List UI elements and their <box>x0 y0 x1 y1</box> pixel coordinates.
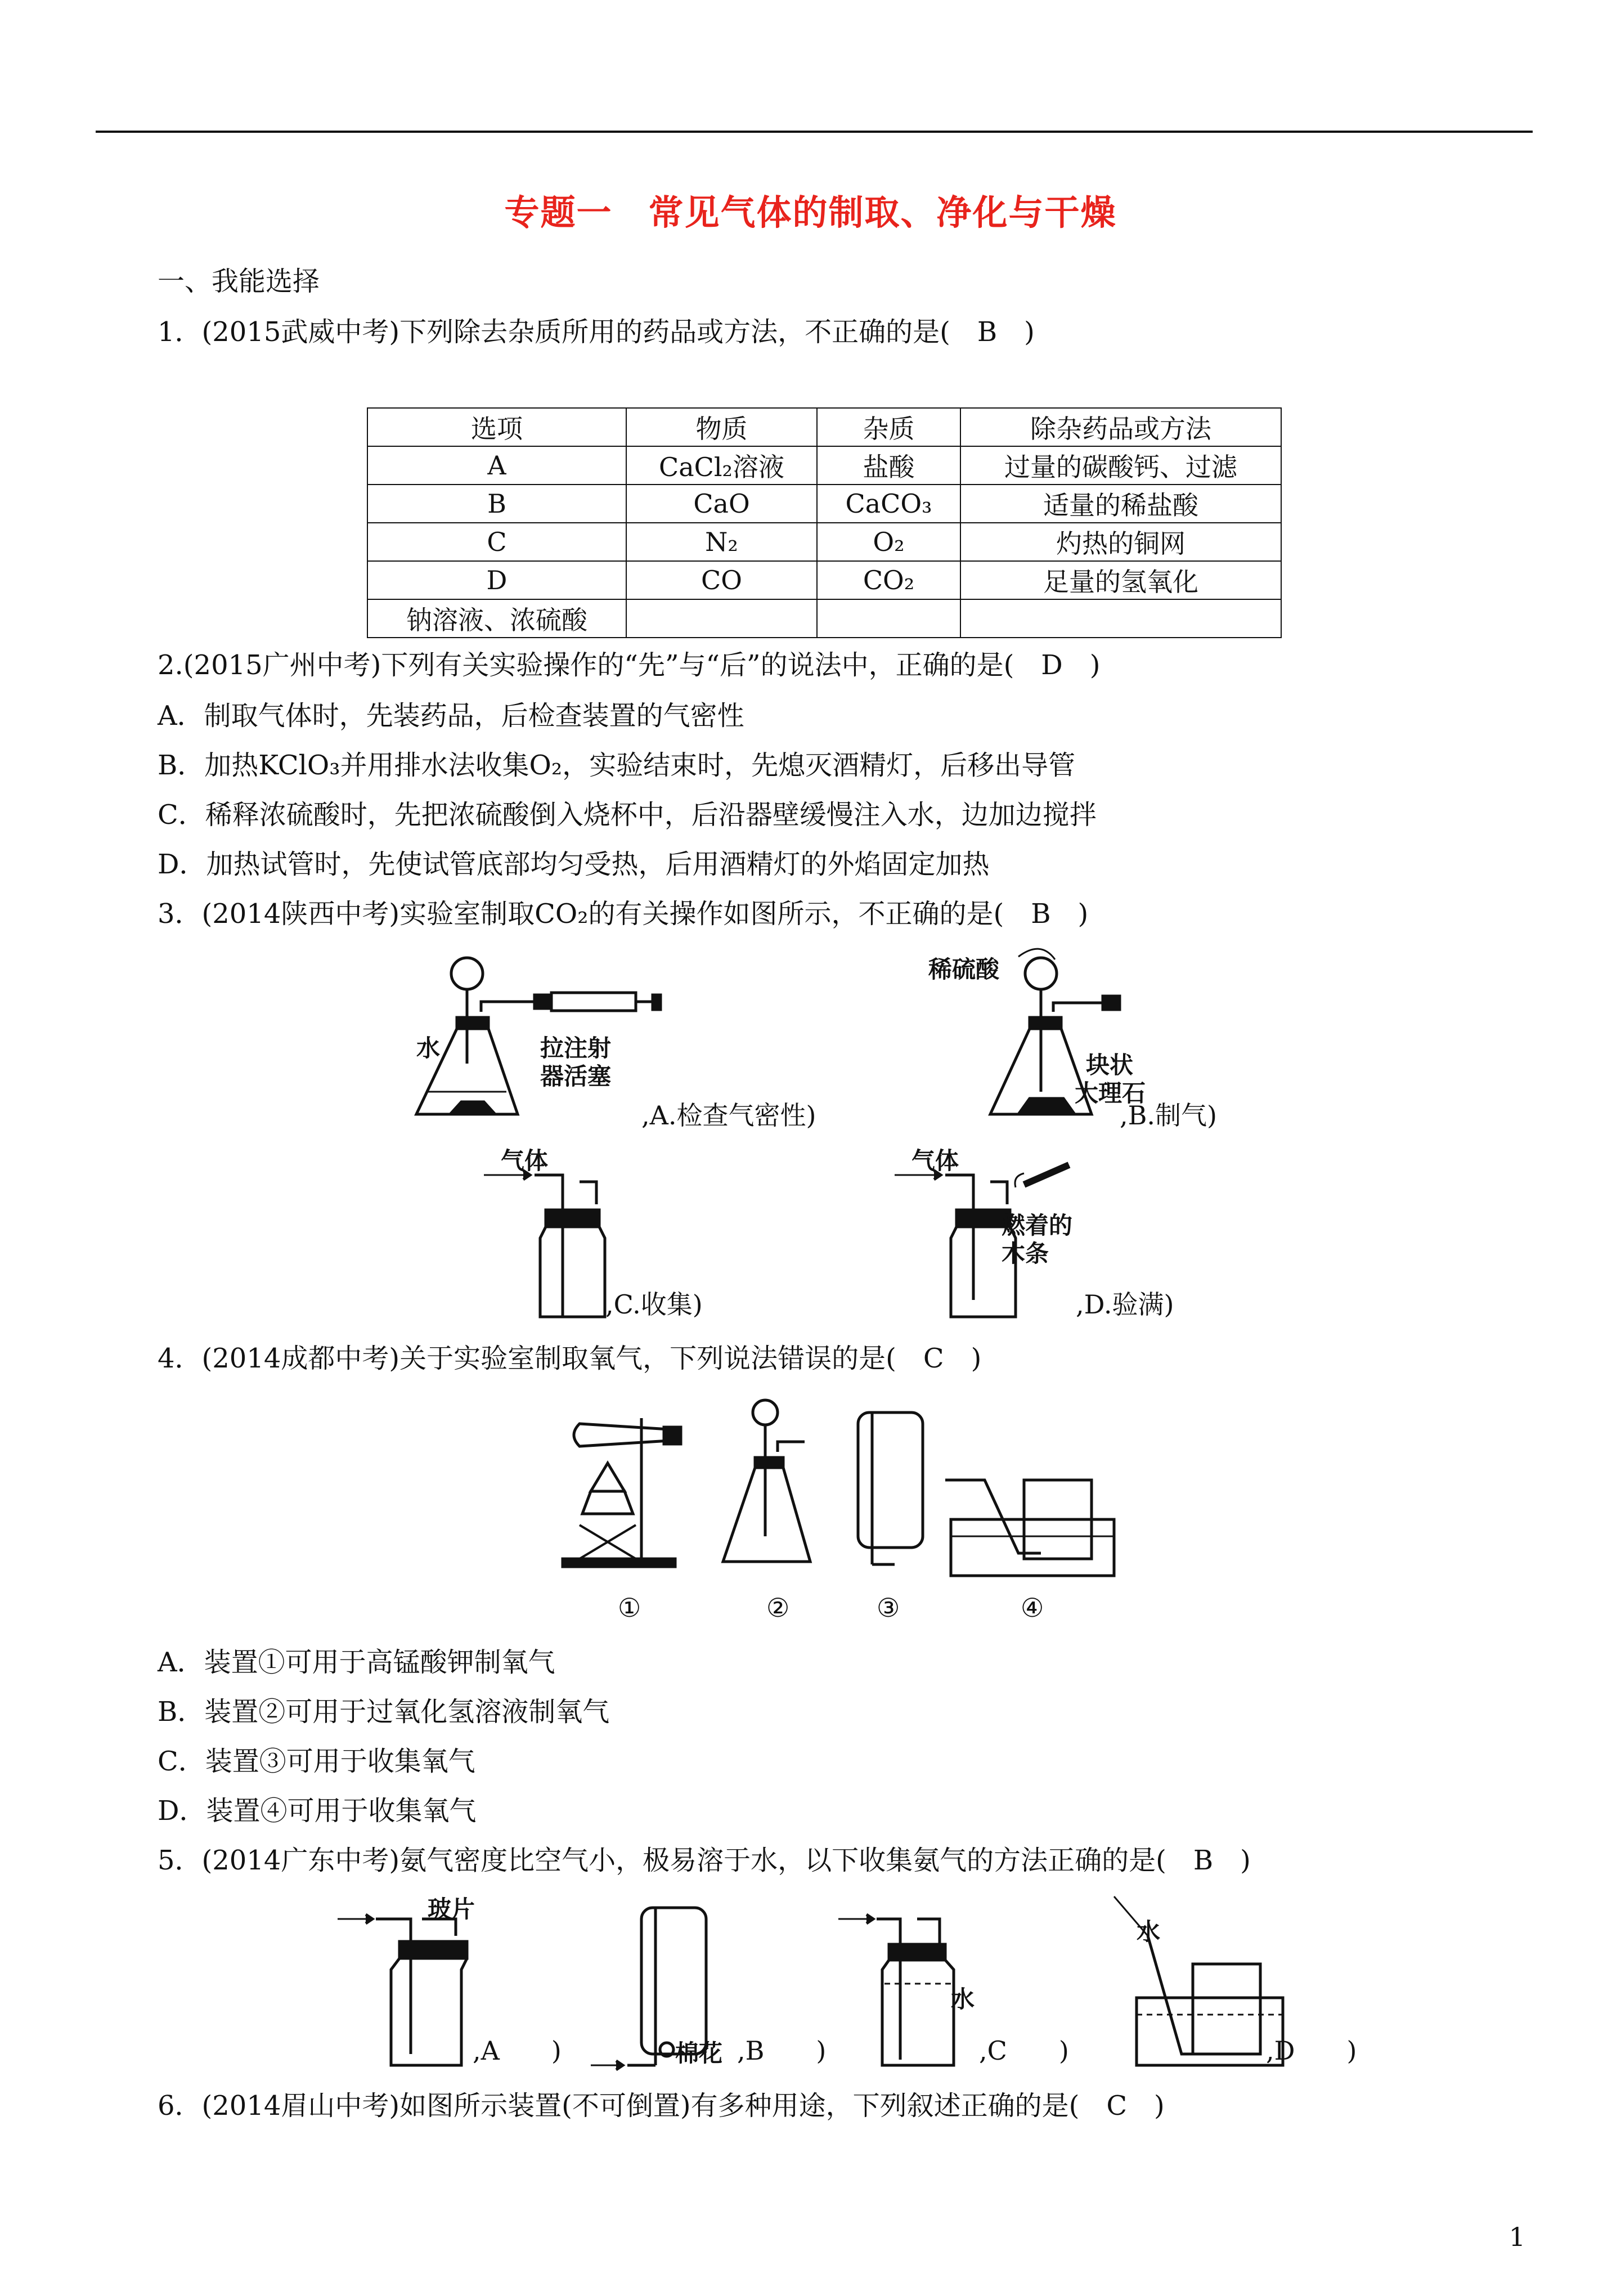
label-syringe-2: 器活塞 <box>540 1062 612 1090</box>
q4-marker-4: ④ <box>1021 1593 1044 1623</box>
q4-option-a: A．装置①可用于高锰酸钾制氧气 <box>158 1647 555 1678</box>
q1-stem: 1．(2015武威中考)下列除去杂质所用的药品或方法，不正确的是( B ) <box>158 316 1035 348</box>
table-cell: 足量的氢氧化 <box>960 561 1281 599</box>
table-cell: B <box>367 485 626 523</box>
section-heading: 一、我能选择 <box>158 266 320 297</box>
page-title: 专题一 常见气体的制取、净化与干燥 <box>504 192 1117 233</box>
header-rule <box>96 131 1533 133</box>
table-cell <box>817 599 960 638</box>
q3-caption-a: ,A.检查气密性) <box>641 1100 816 1131</box>
q2-option-d: D．加热试管时，先使试管底部均匀受热，后用酒精灯的外焰固定加热 <box>158 849 990 880</box>
label-water-d: 水 <box>1137 1918 1161 1945</box>
q3-caption-b: ,B.制气) <box>1120 1100 1217 1131</box>
table-cell: 过量的碳酸钙、过滤 <box>960 446 1281 485</box>
table-cell: 灼热的铜网 <box>960 523 1281 561</box>
table-cell: C <box>367 523 626 561</box>
table-cell: 适量的稀盐酸 <box>960 485 1281 523</box>
table-cell: O₂ <box>817 523 960 561</box>
table-row <box>367 561 1281 599</box>
table-cell: 钠溶液、浓硫酸 <box>367 599 626 638</box>
table-cell: 盐酸 <box>817 446 960 485</box>
q5-stem: 5．(2014广东中考)氨气密度比空气小，极易溶于水，以下收集氨气的方法正确的是( B ) <box>158 1845 1251 1876</box>
q3-caption-d: ,D.验满) <box>1076 1289 1174 1320</box>
table-cell <box>626 599 817 638</box>
q5-caption-b: ,B ) <box>737 2035 827 2066</box>
label-acid: 稀硫酸 <box>928 956 1000 983</box>
table-cell: CaCl₂溶液 <box>626 446 817 485</box>
q5-caption-d: ,D ) <box>1266 2035 1357 2066</box>
q4-option-c: C．装置③可用于收集氧气 <box>158 1746 475 1777</box>
table-cell: A <box>367 446 626 485</box>
table-row <box>367 485 1281 523</box>
table-cell: N₂ <box>626 523 817 561</box>
q2-option-c: C．稀释浓硫酸时，先把浓硫酸倒入烧杯中，后沿器壁缓慢注入水，边加边搅拌 <box>158 799 1097 831</box>
q4-marker-2: ② <box>766 1593 790 1623</box>
q5-caption-c: ,C ) <box>979 2035 1069 2066</box>
q3-stem: 3．(2014陕西中考)实验室制取CO₂的有关操作如图所示，不正确的是( B ) <box>158 898 1089 930</box>
table-cell: 选项 <box>367 408 626 446</box>
q3-caption-c: ,C.收集) <box>605 1289 703 1320</box>
label-solid-1: 块状 <box>1086 1051 1134 1079</box>
label-syringe-1: 拉注射 <box>540 1034 612 1062</box>
label-water-c: 水 <box>951 1985 975 2013</box>
q4-apparatus-row <box>557 1396 1108 1587</box>
q6-stem: 6．(2014眉山中考)如图所示装置(不可倒置)有多种用途，下列叙述正确的是( C ) <box>158 2090 1165 2122</box>
label-stick-1: 燃着的 <box>1002 1212 1073 1239</box>
label-gas-d: 气体 <box>911 1147 959 1174</box>
table-cell: 杂质 <box>817 408 960 446</box>
table-row <box>367 599 1281 638</box>
q3-apparatus-a <box>405 951 664 1137</box>
q4-option-d: D．装置④可用于收集氧气 <box>158 1795 477 1827</box>
q5-caption-a: ,A ) <box>473 2035 562 2066</box>
table-row <box>367 446 1281 485</box>
label-glass: 玻片 <box>428 1895 475 1923</box>
table-cell <box>960 599 1281 638</box>
label-cotton: 棉花 <box>675 2039 723 2067</box>
q2-option-b: B．加热KClO₃并用排水法收集O₂，实验结束时，先熄灭酒精灯，后移出导管 <box>158 750 1076 781</box>
q4-marker-1: ① <box>618 1593 641 1623</box>
page-number: 1 <box>1508 2222 1525 2252</box>
q2-stem: 2.(2015广州中考)下列有关实验操作的“先”与“后”的说法中，正确的是( D ) <box>158 649 1101 681</box>
label-stick-2: 木条 <box>1002 1240 1049 1267</box>
table-cell: CO₂ <box>817 561 960 599</box>
table-cell: 除杂药品或方法 <box>960 408 1281 446</box>
table-row <box>367 523 1281 561</box>
label-solid-2: 大理石 <box>1075 1079 1146 1107</box>
table-cell: D <box>367 561 626 599</box>
q3-apparatus-d <box>895 1142 1097 1322</box>
table-cell: CO <box>626 561 817 599</box>
q1-table <box>367 407 1282 638</box>
q4-marker-3: ③ <box>877 1593 900 1623</box>
table-cell: CaCO₃ <box>817 485 960 523</box>
table-cell: CaO <box>626 485 817 523</box>
table-cell: 物质 <box>626 408 817 446</box>
q4-option-b: B．装置②可用于过氧化氢溶液制氧气 <box>158 1696 610 1728</box>
table-row <box>367 408 1281 446</box>
q4-stem: 4．(2014成都中考)关于实验室制取氧气，下列说法错误的是( C ) <box>158 1343 982 1374</box>
q2-option-a: A．制取气体时，先装药品，后检查装置的气密性 <box>158 700 744 732</box>
label-water: 水 <box>416 1034 441 1062</box>
label-gas-c: 气体 <box>501 1147 549 1174</box>
q3-apparatus-c <box>484 1142 619 1322</box>
